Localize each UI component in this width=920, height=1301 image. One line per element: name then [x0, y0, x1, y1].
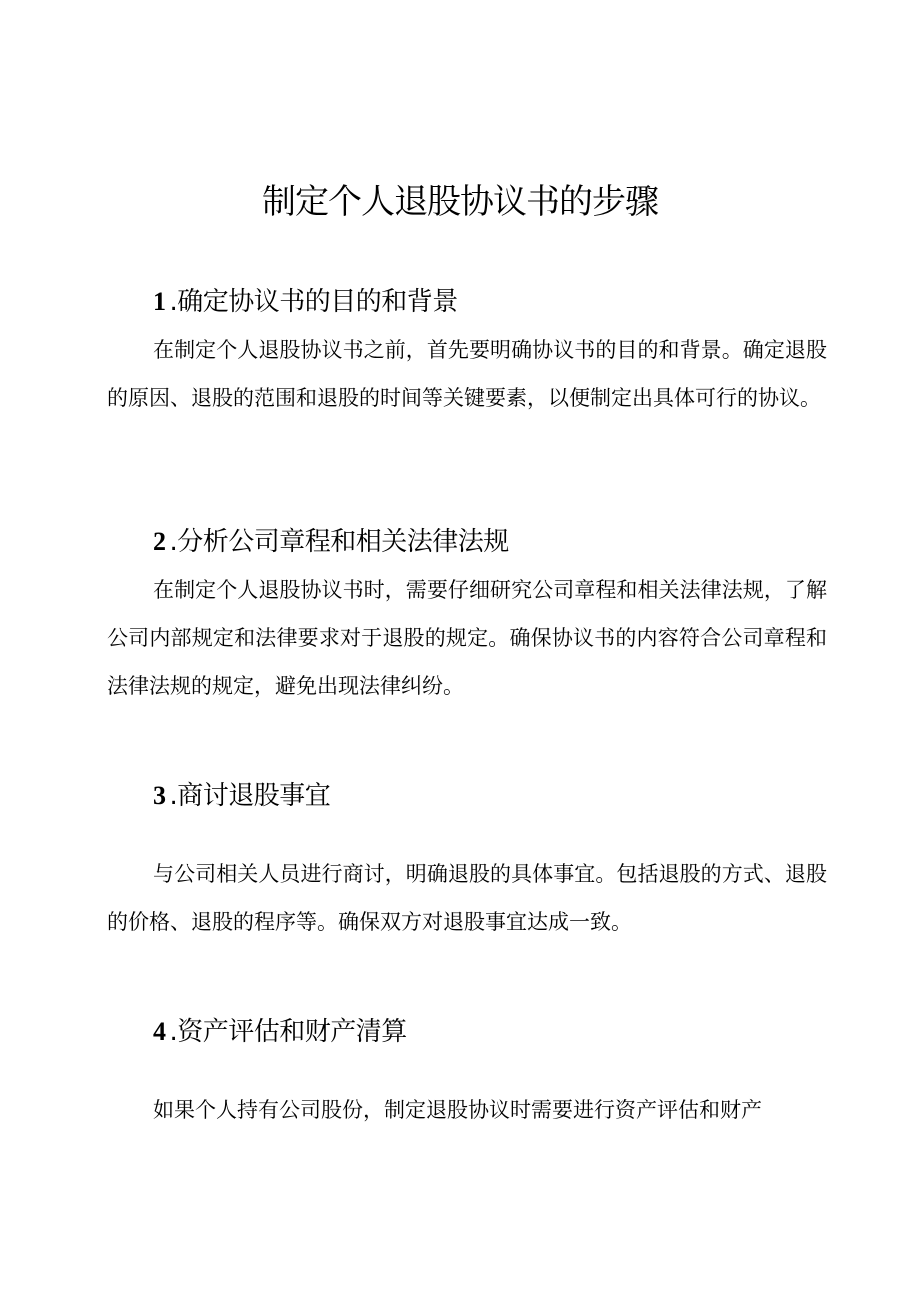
section-3-number: 3 [153, 781, 166, 810]
section-4-body: 如果个人持有公司股份，制定退股协议时需要进行资产评估和财产 [153, 1098, 762, 1122]
section-1-title: .确定协议书的目的和背景 [169, 287, 458, 317]
section-3-title: .商讨退股事宜 [169, 781, 331, 811]
section-4-number: 4 [153, 1017, 166, 1046]
document-title: 制定个人退股协议书的步骤 [262, 182, 658, 222]
section-1-number: 1 [153, 287, 166, 316]
section-3-heading [153, 776, 330, 816]
section-1-body: 在制定个人退股协议书之前，首先要明确协议书的目的和背景。确定退股的原因、退股的范围和退股的时间等关键要素，以便制定出具体可行的协议。 [107, 338, 827, 410]
section-4-title: .资产评估和财产清算 [169, 1017, 407, 1047]
section-2-body: 在制定个人退股协议书时，需要仔细研究公司章程和相关法律法规，了解公司内部规定和法律要求对于退股的规定。确保协议书的内容符合公司章程和法律法规的规定，避免出现法律纠纷。 [107, 578, 827, 698]
section-2-title: .分析公司章程和相关法律法规 [169, 527, 509, 557]
section-3-body: 与公司相关人员进行商讨，明确退股的具体事宜。包括退股的方式、退股的价格、退股的程序等。确保双方对退股事宜达成一致。 [107, 862, 827, 934]
section-2-heading [153, 522, 509, 562]
section-4-heading [153, 1012, 407, 1052]
section-2-number: 2 [153, 527, 166, 556]
section-1-heading [153, 282, 458, 322]
